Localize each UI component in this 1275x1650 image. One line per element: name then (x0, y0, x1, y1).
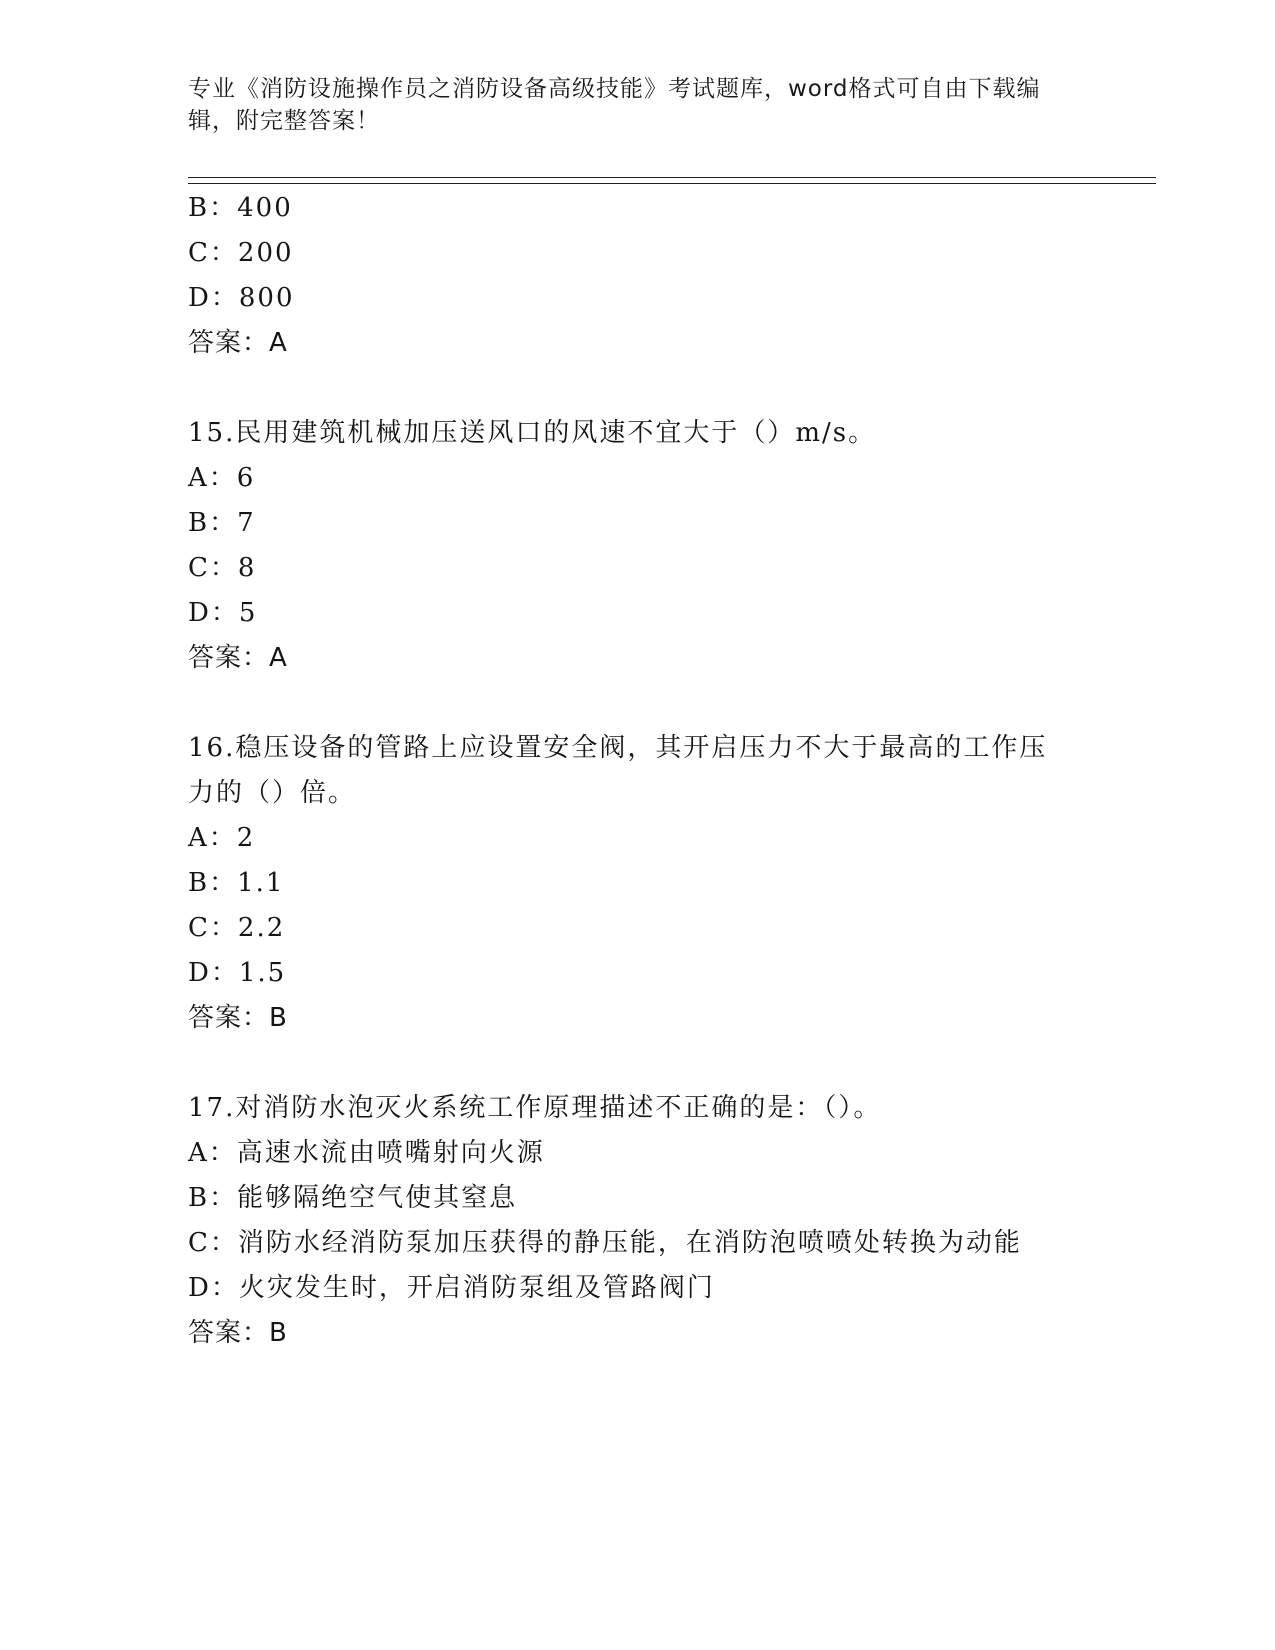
option-d: D：800 (188, 283, 295, 313)
header-divider-top (188, 177, 1156, 178)
answer-line: 答案：B (188, 1318, 288, 1348)
answer-line: 答案：A (188, 643, 288, 673)
option-c: C：200 (188, 238, 294, 268)
question-16-stem-line1: 16.稳压设备的管路上应设置安全阀，其开启压力不大于最高的工作压 (188, 733, 1048, 763)
option-c: C：8 (188, 553, 257, 583)
option-b: B：能够隔绝空气使其窒息 (188, 1183, 518, 1213)
option-a: A：2 (188, 823, 256, 853)
option-d: D：火灾发生时，开启消防泵组及管路阀门 (188, 1273, 715, 1303)
option-b: B：7 (188, 508, 256, 538)
option-b: B：1.1 (188, 868, 285, 898)
option-a: A：高速水流由喷嘴射向火源 (188, 1138, 545, 1168)
answer-line: 答案：A (188, 328, 288, 358)
document-header: 专业《消防设施操作员之消防设备高级技能》考试题库，word格式可自由下载编辑，附完整答案！ (188, 76, 1041, 134)
question-16-stem-line2: 力的（）倍。 (188, 778, 357, 808)
question-17-stem: 17.对消防水泡灭火系统工作原理描述不正确的是：（）。 (188, 1093, 882, 1123)
option-d: D：5 (188, 598, 258, 628)
answer-line: 答案：B (188, 1003, 288, 1033)
option-a: A：6 (188, 463, 256, 493)
option-b: B：400 (188, 193, 293, 223)
option-d: D：1.5 (188, 958, 287, 988)
option-c: C：2.2 (188, 913, 286, 943)
option-c: C：消防水经消防泵加压获得的静压能，在消防泡喷喷处转换为动能 (188, 1228, 1022, 1258)
header-divider-bottom (188, 183, 1156, 184)
question-15-stem: 15.民用建筑机械加压送风口的风速不宜大于（）m/s。 (188, 418, 877, 448)
